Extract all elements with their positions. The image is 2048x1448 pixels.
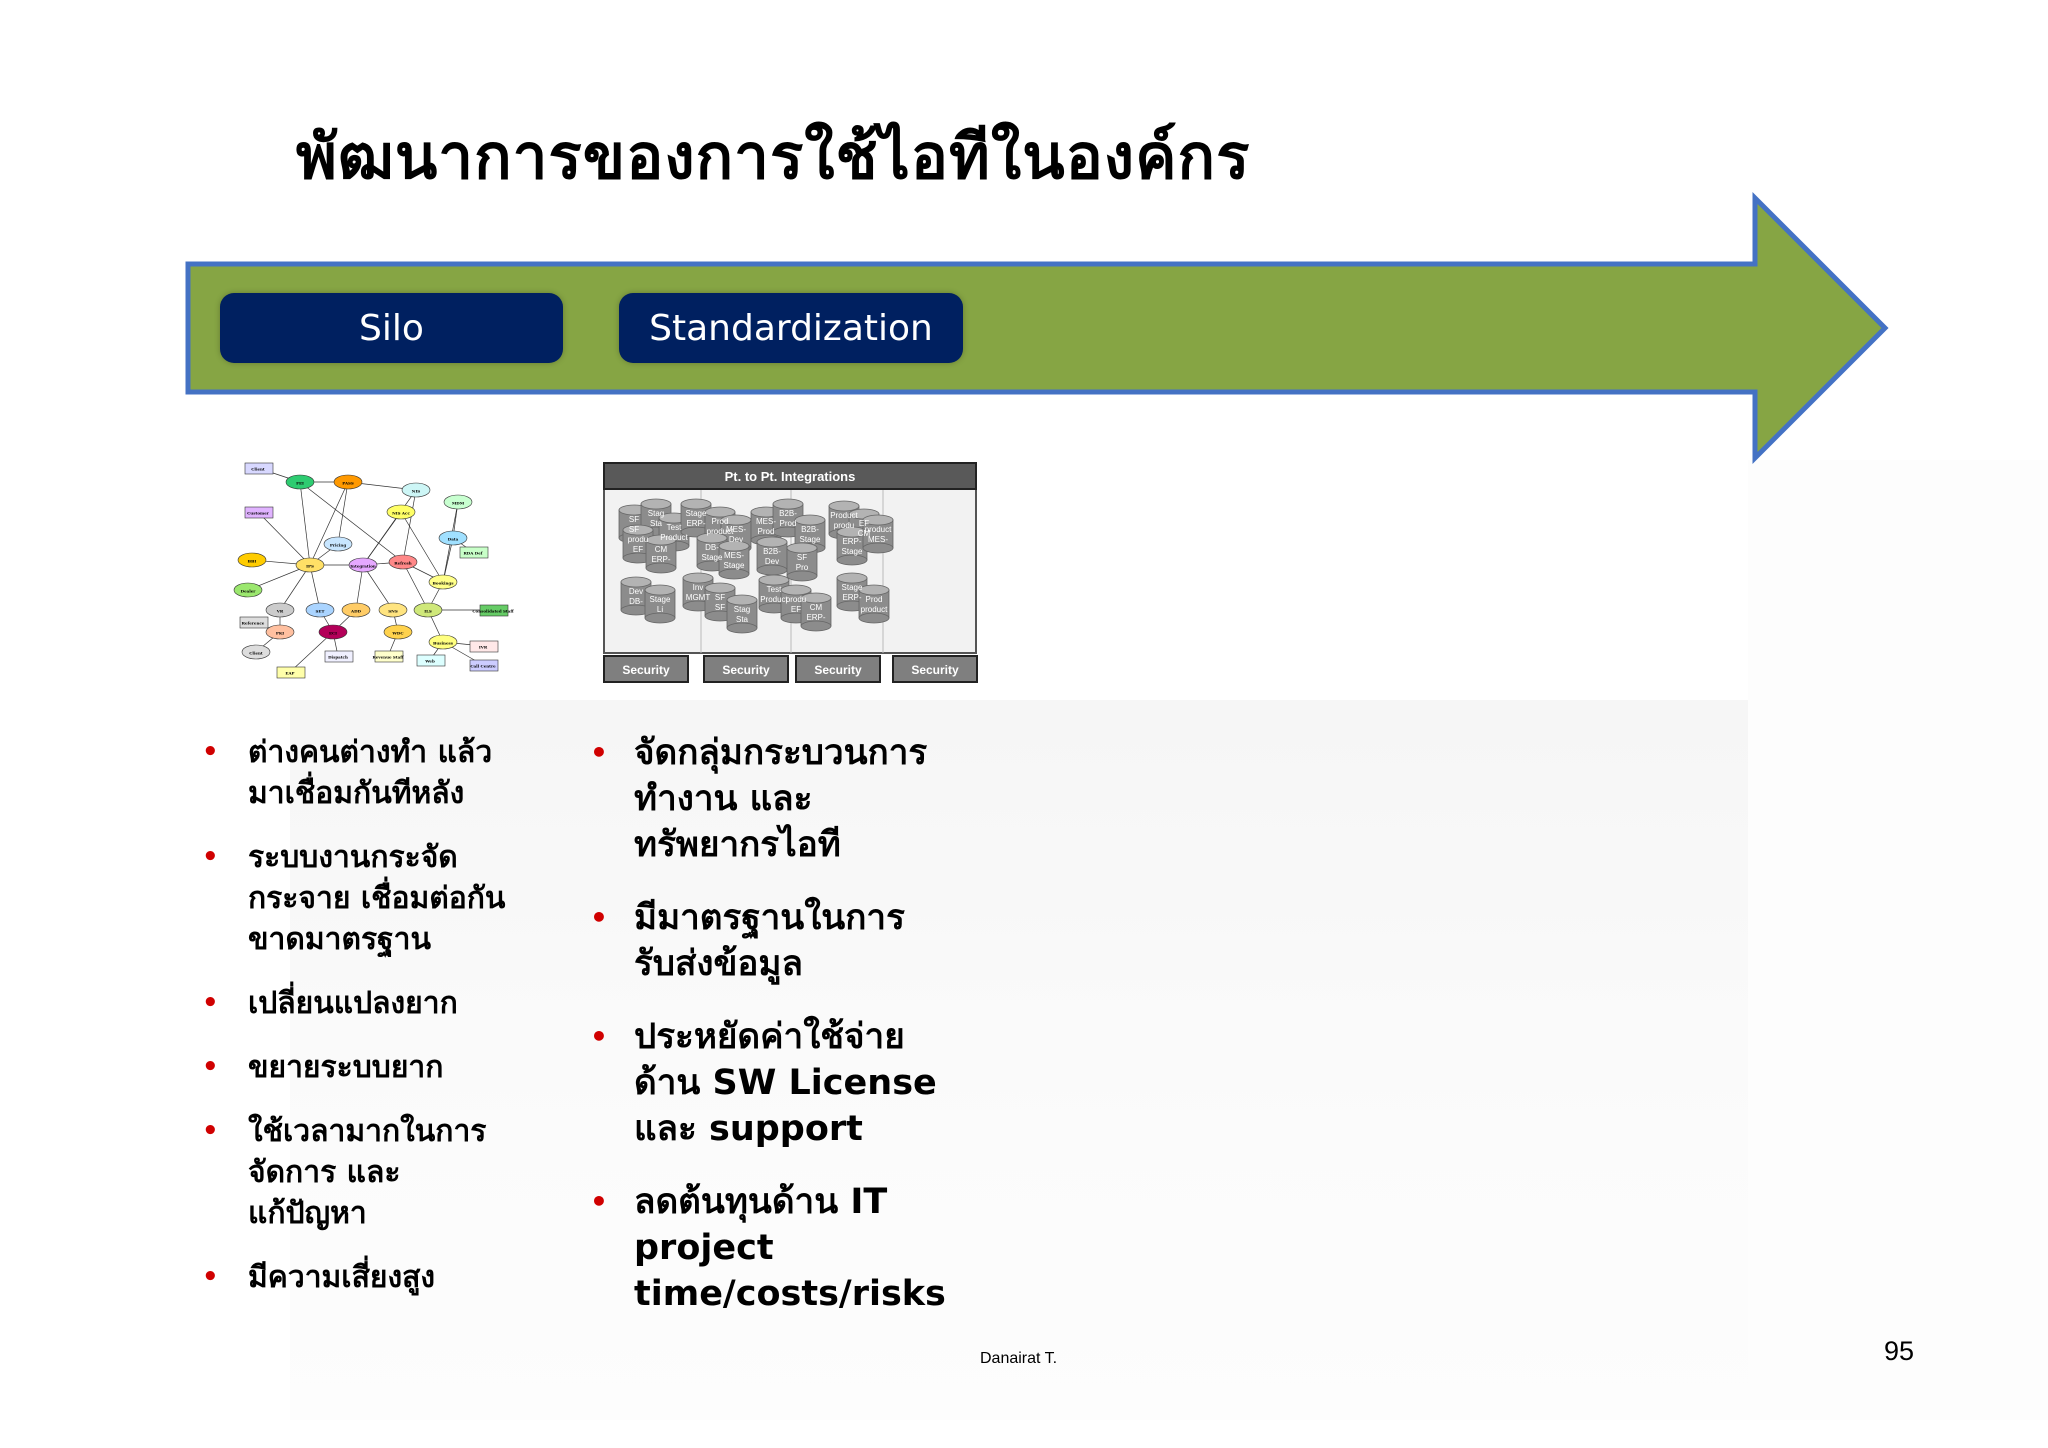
database-cylinder-top: [829, 501, 859, 511]
network-node-label: Reference: [241, 620, 265, 626]
database-label: Test: [666, 523, 682, 532]
security-label: Security: [622, 663, 670, 677]
database-cylinder-base: [645, 613, 675, 623]
network-node-label: Consolidated Staff: [472, 608, 514, 614]
database-label: produ: [833, 521, 855, 530]
database-cylinder-top: [773, 499, 803, 509]
network-node: [470, 641, 498, 652]
standardization-bullet-list: [590, 730, 994, 1344]
database-label: Pro: [795, 563, 809, 572]
network-node: [429, 635, 457, 649]
std-bullet-item: [590, 895, 994, 987]
database-label: SF: [628, 525, 640, 534]
silo-bullet-text: ขยายระบบยาก: [248, 1050, 444, 1085]
network-edge: [403, 562, 428, 610]
network-node-label: SNS: [388, 608, 398, 614]
database-label: EF: [858, 519, 870, 528]
network-node: [429, 575, 457, 589]
database-cylinder-top: [859, 585, 889, 595]
timeline-arrow: [0, 0, 2048, 480]
bullet-dot-icon: •: [590, 901, 608, 934]
database-cylinder-top: [683, 573, 713, 583]
network-node: [234, 583, 262, 597]
database-label: SF: [714, 603, 726, 612]
stage-silo-button[interactable]: [220, 293, 563, 363]
database-label: Sta: [649, 519, 663, 528]
database-label: produ: [785, 595, 807, 604]
network-node: [325, 651, 353, 662]
std-bullet-text: มีมาตรฐานในการ รับส่งข้อมูล: [634, 898, 905, 984]
network-node: [240, 617, 268, 628]
security-label: Security: [911, 663, 959, 677]
network-node: [245, 507, 273, 518]
silo-bullet-text: ระบบงานกระจัด กระจาย เชื่อมต่อกัน ขาดมาตรฐาน: [248, 840, 506, 957]
network-node: [286, 475, 314, 489]
silo-bullet-item: [202, 1111, 578, 1234]
network-node: [324, 537, 352, 551]
network-node: [266, 625, 294, 639]
network-node-label: Dealer: [240, 588, 256, 594]
database-cylinder-top: [681, 499, 711, 509]
database-cylinder-base: [863, 543, 893, 553]
database-label: Stage: [723, 561, 745, 570]
database-label: B2B-: [779, 509, 797, 518]
database-label: ERP-: [651, 555, 671, 564]
database-label: EF: [632, 545, 644, 554]
network-node-label: Client: [251, 466, 265, 472]
database-cylinder-base: [859, 613, 889, 623]
database-label: CM: [857, 529, 871, 538]
database-label: product: [860, 605, 888, 614]
network-node: [379, 603, 407, 617]
network-node-label: Pricing: [329, 542, 347, 548]
network-node: [414, 603, 442, 617]
database-cylinder-top: [837, 573, 867, 583]
database-label: MES-: [868, 535, 888, 544]
database-label: DB-: [705, 543, 719, 552]
database-cylinder-top: [757, 537, 787, 547]
database-label: Li: [656, 605, 664, 614]
network-node-label: Data: [447, 536, 459, 542]
database-label: CM: [654, 545, 668, 554]
network-node-label: NIS Acc: [392, 510, 410, 516]
database-label: SF: [628, 515, 640, 524]
database-label: Prod: [865, 595, 883, 604]
silo-bullet-item: [202, 732, 578, 814]
network-node-label: EAP: [285, 670, 295, 676]
network-node: [387, 505, 415, 519]
bullet-dot-icon: •: [202, 1052, 219, 1082]
network-node-label: IVR: [478, 644, 488, 650]
database-label: MGMT: [685, 593, 711, 602]
database-label: CM: [809, 603, 823, 612]
database-label: Stage: [841, 583, 863, 592]
network-node-label: PKI: [275, 630, 285, 636]
database-cylinder-base: [646, 563, 676, 573]
database-label: MES-: [724, 551, 744, 560]
network-node: [242, 645, 270, 659]
network-node-label: ECI: [328, 630, 338, 636]
database-label: ERP-: [842, 593, 862, 602]
database-cylinder-base: [719, 569, 749, 579]
network-node-label: IPS: [306, 563, 314, 569]
silo-bullet-text: ใช้เวลามากในการ จัดการ และ แก้ปัญหา: [248, 1114, 487, 1231]
database-cylinder-base: [757, 565, 787, 575]
network-edge: [300, 482, 310, 565]
network-node-label: FEI: [296, 480, 304, 486]
database-label: Stage: [799, 535, 821, 544]
database-label: EF: [790, 605, 802, 614]
database-cylinder-top: [781, 585, 811, 595]
bullet-dot-icon: •: [202, 1116, 219, 1146]
bullet-dot-icon: •: [202, 737, 219, 767]
database-cylinder-top: [641, 499, 671, 509]
database-label: ERP-: [842, 537, 862, 546]
silo-bullet-item: [202, 983, 578, 1024]
database-label: Dev: [628, 587, 644, 596]
database-label: produ: [627, 535, 649, 544]
bullet-dot-icon: •: [590, 736, 608, 769]
database-label: Stage: [685, 509, 707, 518]
database-label: SF: [714, 593, 726, 602]
network-node: [349, 558, 377, 572]
silo-bullet-item: [202, 1047, 578, 1088]
silo-bullet-item: [202, 837, 578, 960]
network-node: [334, 475, 362, 489]
database-label: Test: [766, 585, 782, 594]
database-label: Inv: [692, 583, 704, 592]
silo-bullet-text: มีความเสี่ยงสูง: [248, 1260, 436, 1295]
database-label: product: [864, 525, 892, 534]
database-cylinder-top: [795, 515, 825, 525]
database-label: Product: [760, 595, 788, 604]
std-bullet-item: [590, 1014, 994, 1152]
database-label: Stage: [701, 553, 723, 562]
network-node-label: ILS: [424, 608, 432, 614]
database-label: Sta: [735, 615, 749, 624]
database-label: SF: [796, 553, 808, 562]
database-cylinder-top: [705, 583, 735, 593]
database-label: ERP-: [686, 519, 706, 528]
network-node: [384, 625, 412, 639]
database-cylinder-base: [727, 623, 757, 633]
network-node-label: Call Centre: [470, 663, 496, 669]
silo-network-diagram: [225, 455, 515, 685]
network-node: [319, 625, 347, 639]
network-node-label: PASS: [342, 480, 354, 486]
network-node-label: Revenue Staff: [372, 654, 404, 660]
network-node-label: Client: [249, 650, 263, 656]
network-node-label: VR: [276, 608, 284, 614]
database-label: Product: [830, 511, 858, 520]
database-label: Stag: [647, 509, 665, 518]
database-cylinder-base: [801, 621, 831, 631]
stage-standardization-label: Standardization: [649, 307, 933, 349]
network-node: [472, 605, 514, 616]
database-label: Stag: [733, 605, 751, 614]
database-cylinder-base: [837, 555, 867, 565]
bullet-dot-icon: •: [202, 842, 219, 872]
database-label: Prod: [757, 527, 775, 536]
stage-silo-label: Silo: [359, 307, 424, 349]
page-number: 95: [1884, 1336, 1915, 1366]
database-label: ERP-: [806, 613, 826, 622]
database-cylinder-base: [787, 571, 817, 581]
std-bullet-item: [590, 730, 994, 868]
network-node-label: Bookings: [432, 580, 454, 586]
stage-standardization-button[interactable]: [619, 293, 963, 363]
security-label: Security: [722, 663, 770, 677]
network-node: [277, 667, 305, 678]
database-label: B2B-: [763, 547, 781, 556]
database-label: Dev: [764, 557, 780, 566]
database-cylinder-top: [621, 577, 651, 587]
database-cylinder-top: [787, 543, 817, 553]
network-node-label: Business: [432, 640, 454, 646]
background-shade-right: [1748, 460, 2048, 1420]
bullet-dot-icon: •: [202, 1262, 219, 1292]
network-node-label: NIS: [411, 488, 421, 494]
database-label: Stage: [649, 595, 671, 604]
network-node: [296, 558, 324, 572]
database-label: MES-: [756, 517, 776, 526]
network-node-label: ADD: [350, 608, 362, 614]
database-label: product: [706, 527, 734, 536]
database-label: DB-: [629, 597, 643, 606]
network-node-label: WDC: [392, 630, 404, 636]
bullet-dot-icon: •: [202, 988, 219, 1018]
bullet-dot-icon: •: [590, 1020, 608, 1053]
standardization-diagram: [601, 460, 979, 685]
network-node-label: Refresh: [394, 560, 412, 566]
network-node: [389, 555, 417, 569]
network-node: [402, 483, 430, 497]
network-node: [245, 463, 273, 474]
network-node: [460, 547, 488, 558]
network-node: [439, 531, 467, 545]
database-cylinder-top: [645, 585, 675, 595]
database-cylinder-top: [759, 575, 789, 585]
network-node-label: MDM: [451, 500, 465, 506]
network-node: [306, 603, 334, 617]
network-node: [266, 603, 294, 617]
network-node: [342, 603, 370, 617]
std-bullet-text: ลดต้นทุนด้าน IT project time/costs/risks: [634, 1182, 946, 1314]
network-node: [238, 553, 266, 567]
std-bullet-item: [590, 1179, 994, 1317]
std-bullet-text: จัดกลุ่มกระบวนการ ทำงาน และ ทรัพยากรไอที: [634, 733, 928, 865]
database-label: Product: [660, 533, 688, 542]
network-node-label: Web: [425, 658, 435, 664]
network-node-label: Integration: [350, 563, 376, 569]
network-node: [444, 495, 472, 509]
network-node-label: SET: [315, 608, 325, 614]
database-label: B2B-: [801, 525, 819, 534]
network-node: [470, 660, 498, 671]
network-edge: [258, 512, 310, 565]
silo-bullet-text: ต่างคนต่างทำ แล้ว มาเชื่อมกันทีหลัง: [248, 735, 493, 811]
database-label: Stage: [841, 547, 863, 556]
network-node-label: BBI: [247, 558, 257, 564]
network-edge: [300, 482, 403, 562]
database-cylinder-top: [727, 595, 757, 605]
std-bullet-text: ประหยัดค่าใช้จ่าย ด้าน SW License และ support: [634, 1017, 937, 1149]
network-node: [372, 651, 404, 662]
footer-author: Danairat T.: [980, 1350, 1058, 1367]
integration-header-text: Pt. to Pt. Integrations: [724, 469, 856, 484]
silo-bullet-list: [202, 732, 578, 1321]
database-label: Dev: [728, 535, 744, 544]
network-node-label: RDA Def: [463, 550, 483, 556]
silo-bullet-item: [202, 1257, 578, 1298]
slide-title: พัฒนาการของการใช้ไอทีในองค์กร: [296, 120, 1251, 193]
silo-bullet-text: เปลี่ยนแปลงยาก: [248, 986, 458, 1021]
network-node-label: Customer: [247, 510, 269, 516]
database-label: Prod: [711, 517, 729, 526]
security-label: Security: [814, 663, 862, 677]
database-label: Prod: [779, 519, 797, 528]
bullet-dot-icon: •: [590, 1185, 608, 1218]
network-node-label: Dispatch: [328, 654, 348, 660]
network-node: [417, 655, 445, 666]
database-label: MES-: [726, 525, 746, 534]
